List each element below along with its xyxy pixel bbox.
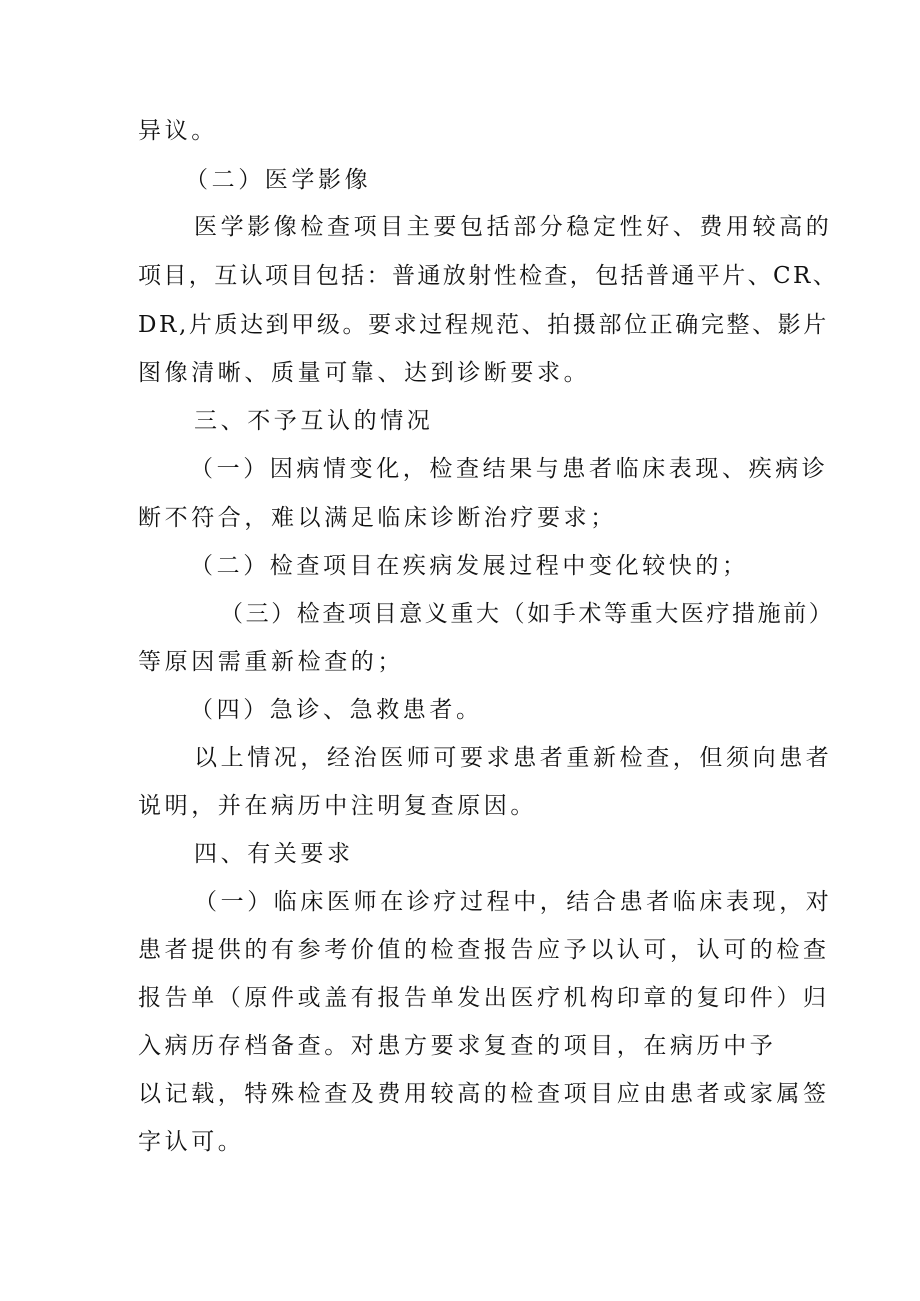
requirement-1-line-4: 入病历存档备查。对患方要求复查的项目，在病历中予 bbox=[138, 1033, 777, 1059]
section-heading-requirements: 四、有关要求 bbox=[194, 841, 354, 867]
paragraph-imaging-line-4: 图像清晰、质量可靠、达到诊断要求。 bbox=[138, 360, 591, 386]
item-1-line-1: （一）因病情变化，检查结果与患者临床表现、疾病诊 bbox=[190, 456, 829, 482]
paragraph-reexam-line-1: 以上情况，经治医师可要求患者重新检查，但须向患者 bbox=[194, 745, 833, 771]
requirement-1-line-5: 以记载，特殊检查及费用较高的检查项目应由患者或家属签 bbox=[138, 1081, 830, 1107]
requirement-1-line-3: 报告单（原件或盖有报告单发出医疗机构印章的复印件）归 bbox=[138, 985, 830, 1011]
requirement-1-line-6: 字认可。 bbox=[138, 1129, 245, 1155]
section-heading-medical-imaging: （二）医学影像 bbox=[185, 167, 372, 193]
item-1-line-2: 断不符合，难以满足临床诊断治疗要求； bbox=[138, 505, 617, 531]
text-line-continuation: 异议。 bbox=[138, 118, 218, 144]
paragraph-imaging-line-2: 项目，互认项目包括：普通放射性检查，包括普通平片、CR、 bbox=[138, 263, 839, 289]
item-3-line-1: （三）检查项目意义重大（如手术等重大医疗措施前） bbox=[220, 601, 835, 627]
paragraph-imaging-line-3: DR,片质达到甲级。要求过程规范、拍摄部位正确完整、影片 bbox=[138, 312, 829, 338]
paragraph-imaging-line-1: 医学影像检查项目主要包括部分稳定性好、费用较高的 bbox=[194, 214, 833, 240]
requirement-1-line-1: （一）临床医师在诊疗过程中，结合患者临床表现，对 bbox=[194, 889, 833, 915]
item-4-line-1: （四）急诊、急救患者。 bbox=[190, 697, 483, 723]
item-2-line-1: （二）检查项目在疾病发展过程中变化较快的； bbox=[190, 553, 749, 579]
requirement-1-line-2: 患者提供的有参考价值的检查报告应予以认可，认可的检查 bbox=[138, 937, 830, 963]
item-3-line-2: 等原因需重新检查的； bbox=[138, 649, 404, 675]
paragraph-reexam-line-2: 说明，并在病历中注明复查原因。 bbox=[138, 793, 537, 819]
section-heading-not-recognized: 三、不予互认的情况 bbox=[194, 408, 434, 434]
